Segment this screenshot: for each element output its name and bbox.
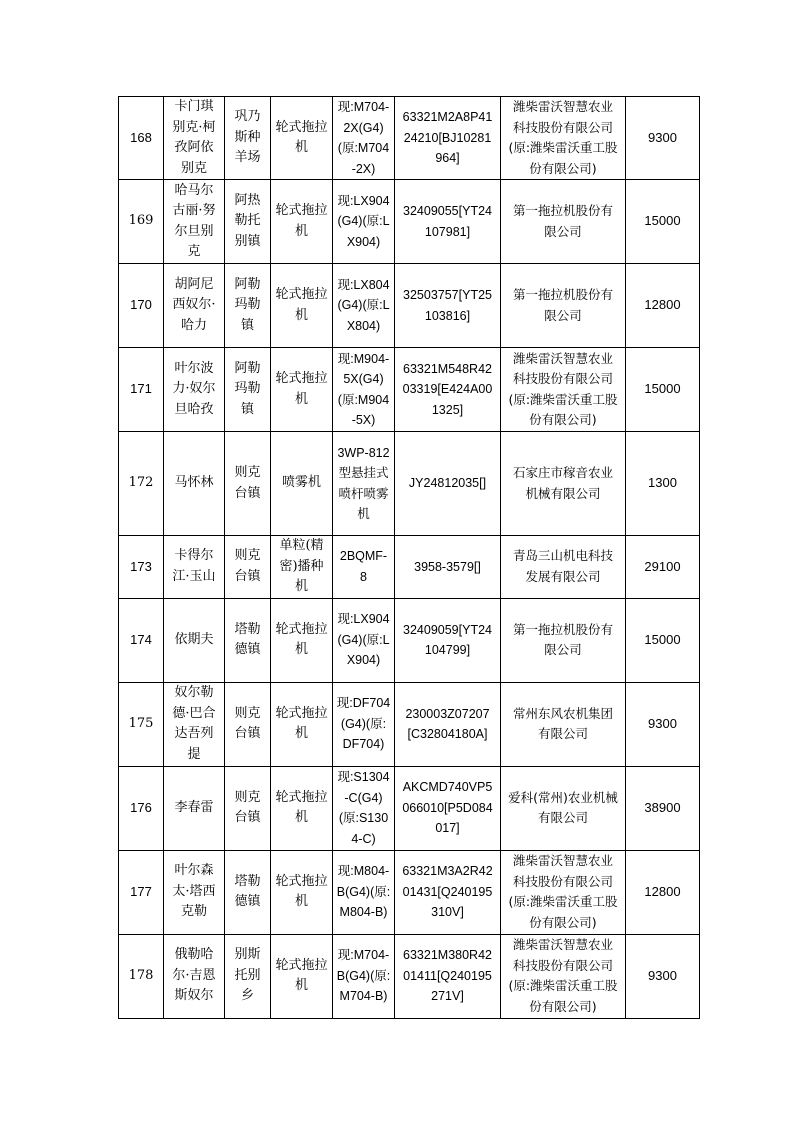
machine-type: 轮式拖拉机 <box>275 203 328 239</box>
township-cell <box>225 850 271 934</box>
machine-model: 2BQMF-8 <box>339 549 388 584</box>
owner-name: 卡门琪别克·柯孜阿依别克 <box>172 99 216 176</box>
manufacturer: 第一拖拉机股份有限公司 <box>512 287 613 323</box>
table-row <box>119 536 700 599</box>
row-number-cell <box>119 348 164 432</box>
manufacturer: 爱科(常州)农业机械有限公司 <box>508 789 618 825</box>
township-cell <box>225 536 271 599</box>
row-number-cell <box>119 97 164 180</box>
machine-model-cell <box>333 432 395 536</box>
manufacturer: 青岛三山机电科技发展有限公司 <box>512 548 613 584</box>
owner-name-cell <box>164 850 225 934</box>
machine-model-cell <box>333 850 395 934</box>
township-cell <box>225 348 271 432</box>
township-cell <box>225 432 271 536</box>
township: 阿勒玛勒镇 <box>234 276 261 333</box>
table-row <box>119 264 700 348</box>
subsidy-amount-cell <box>626 97 700 180</box>
manufacturer: 潍柴雷沃智慧农业科技股份有限公司(原:潍柴雷沃重工股份有限公司) <box>508 853 618 930</box>
township: 则克台镇 <box>234 465 261 501</box>
owner-name: 叶尔波力·奴尔旦哈孜 <box>172 360 216 417</box>
manufacturer-cell <box>501 348 626 432</box>
subsidy-amount-cell <box>626 598 700 682</box>
subsidy-amount-cell <box>626 432 700 536</box>
subsidy-amount: 9300 <box>648 715 677 731</box>
row-number: 169 <box>128 213 154 229</box>
owner-name: 卡得尔江·玉山 <box>172 548 216 584</box>
row-number-cell <box>119 432 164 536</box>
machine-type: 轮式拖拉机 <box>275 957 328 993</box>
manufacturer: 潍柴雷沃智慧农业科技股份有限公司(原:潍柴雷沃重工股份有限公司) <box>508 99 618 176</box>
factory-number-cell <box>395 264 501 348</box>
manufacturer-cell <box>501 536 626 599</box>
subsidy-amount-cell <box>626 348 700 432</box>
table-row <box>119 432 700 536</box>
manufacturer-cell <box>501 850 626 934</box>
machine-model-cell <box>333 348 395 432</box>
owner-name-cell <box>164 264 225 348</box>
township-cell <box>225 264 271 348</box>
row-number-cell <box>119 598 164 682</box>
table-row <box>119 180 700 264</box>
machine-type: 轮式拖拉机 <box>275 621 328 657</box>
row-number: 177 <box>130 883 152 899</box>
manufacturer: 潍柴雷沃智慧农业科技股份有限公司(原:潍柴雷沃重工股份有限公司) <box>508 937 618 1014</box>
township: 塔勒德镇 <box>234 873 261 909</box>
subsidy-amount: 1300 <box>648 475 677 491</box>
subsidy-amount-cell <box>626 934 700 1018</box>
subsidy-amount: 15000 <box>644 631 681 647</box>
machine-type: 轮式拖拉机 <box>275 371 328 407</box>
machine-model: 现:M804-B(G4)(原:M804-B) <box>336 864 391 920</box>
row-number: 178 <box>128 967 154 983</box>
row-number-cell <box>119 264 164 348</box>
row-number: 175 <box>128 715 154 731</box>
machine-model-cell <box>333 934 395 1018</box>
manufacturer-cell <box>501 682 626 766</box>
owner-name: 李春雷 <box>174 799 214 815</box>
machine-model: 现:M704-2X(G4)(原:M704-2X) <box>337 100 390 176</box>
factory-number-cell <box>395 766 501 850</box>
subsidy-amount-cell <box>626 180 700 264</box>
factory-number: AKCMD740VP5066010[P5D084017] <box>402 780 493 836</box>
machine-type-cell <box>271 934 333 1018</box>
table-body <box>119 97 700 1019</box>
factory-number-cell <box>395 682 501 766</box>
machine-model-cell <box>333 180 395 264</box>
township-cell <box>225 180 271 264</box>
owner-name: 俄勒哈尔·吉恩斯奴尔 <box>172 947 216 1004</box>
machine-type-cell <box>271 264 333 348</box>
township: 别斯托别乡 <box>234 947 261 1004</box>
factory-number: 32503757[YT25103816] <box>403 288 492 323</box>
table-row <box>119 766 700 850</box>
factory-number-cell <box>395 850 501 934</box>
subsidy-amount-cell <box>626 850 700 934</box>
subsidy-amount-cell <box>626 766 700 850</box>
owner-name: 叶尔森太·塔西克勒 <box>172 863 216 920</box>
manufacturer-cell <box>501 598 626 682</box>
row-number-cell <box>119 766 164 850</box>
subsidy-amount: 12800 <box>644 883 681 899</box>
machine-model-cell <box>333 536 395 599</box>
factory-number-cell <box>395 934 501 1018</box>
manufacturer-cell <box>501 180 626 264</box>
machine-type-cell <box>271 97 333 180</box>
township: 则克台镇 <box>234 705 261 741</box>
row-number: 170 <box>130 297 152 313</box>
township: 阿热勒托别镇 <box>234 192 261 249</box>
row-number-cell <box>119 850 164 934</box>
machine-type: 喷雾机 <box>281 475 321 491</box>
machine-model-cell <box>333 264 395 348</box>
table-row <box>119 934 700 1018</box>
township: 塔勒德镇 <box>234 621 261 657</box>
machine-type-cell <box>271 682 333 766</box>
machine-type: 轮式拖拉机 <box>275 789 328 825</box>
table-row <box>119 348 700 432</box>
machine-type-cell <box>271 432 333 536</box>
owner-name-cell <box>164 766 225 850</box>
subsidy-table <box>118 96 700 1019</box>
owner-name-cell <box>164 934 225 1018</box>
factory-number: 32409055[YT24107981] <box>403 204 492 239</box>
manufacturer-cell <box>501 432 626 536</box>
factory-number-cell <box>395 536 501 599</box>
row-number: 171 <box>130 381 152 397</box>
owner-name: 胡阿尼西奴尔·哈力 <box>172 276 216 333</box>
table-row <box>119 850 700 934</box>
machine-model-cell <box>333 682 395 766</box>
machine-model: 现:LX904(G4)(原:LX904) <box>337 612 390 668</box>
factory-number-cell <box>395 97 501 180</box>
subsidy-amount-cell <box>626 682 700 766</box>
factory-number-cell <box>395 598 501 682</box>
subsidy-amount: 9300 <box>648 129 677 145</box>
factory-number: 3958-3579[] <box>414 559 481 574</box>
factory-number: 32409059[YT24104799] <box>403 622 492 657</box>
owner-name-cell <box>164 536 225 599</box>
row-number: 176 <box>130 799 152 815</box>
manufacturer: 第一拖拉机股份有限公司 <box>512 203 613 239</box>
subsidy-amount-cell <box>626 536 700 599</box>
machine-model: 现:M704-B(G4)(原:M704-B) <box>336 948 391 1004</box>
row-number-cell <box>119 934 164 1018</box>
subsidy-amount: 29100 <box>644 558 681 574</box>
owner-name: 哈马尔古丽·努尔旦别克 <box>172 182 216 259</box>
subsidy-amount: 9300 <box>648 967 677 983</box>
machine-type: 轮式拖拉机 <box>275 119 328 155</box>
row-number-cell <box>119 682 164 766</box>
machine-type: 轮式拖拉机 <box>275 873 328 909</box>
table-row <box>119 97 700 180</box>
owner-name-cell <box>164 348 225 432</box>
manufacturer: 潍柴雷沃智慧农业科技股份有限公司(原:潍柴雷沃重工股份有限公司) <box>508 350 618 427</box>
machine-model-cell <box>333 766 395 850</box>
machine-model: 现:M904-5X(G4)(原:M904-5X) <box>337 351 390 427</box>
machine-type-cell <box>271 348 333 432</box>
factory-number: 63321M3A2R4201431[Q240195310V] <box>402 864 493 920</box>
machine-type-cell <box>271 598 333 682</box>
row-number: 168 <box>130 129 152 145</box>
factory-number: 63321M548R4203319[E424A001325] <box>402 361 493 417</box>
row-number: 173 <box>130 558 152 574</box>
row-number-cell <box>119 536 164 599</box>
factory-number: 63321M380R4201411[Q240195271V] <box>403 948 492 1004</box>
manufacturer: 石家庄市稼音农业机械有限公司 <box>512 465 613 501</box>
machine-type-cell <box>271 850 333 934</box>
owner-name-cell <box>164 180 225 264</box>
township: 则克台镇 <box>234 789 261 825</box>
owner-name: 依期夫 <box>174 631 214 647</box>
row-number: 172 <box>128 475 154 491</box>
township-cell <box>225 598 271 682</box>
factory-number-cell <box>395 348 501 432</box>
owner-name-cell <box>164 432 225 536</box>
machine-model: 现:S1304-C(G4)(原:S1304-C) <box>337 770 390 846</box>
subsidy-amount-cell <box>626 264 700 348</box>
subsidy-amount: 15000 <box>644 381 681 397</box>
factory-number: JY24812035[] <box>408 476 487 491</box>
machine-model-cell <box>333 97 395 180</box>
owner-name-cell <box>164 598 225 682</box>
machine-type: 单粒(精密)播种机 <box>279 538 324 594</box>
machine-model: 现:LX804(G4)(原:LX804) <box>337 277 390 333</box>
machine-type-cell <box>271 180 333 264</box>
machine-type: 轮式拖拉机 <box>275 287 328 323</box>
row-number-cell <box>119 180 164 264</box>
table-row <box>119 598 700 682</box>
machine-type: 轮式拖拉机 <box>275 705 328 741</box>
row-number: 174 <box>130 631 152 647</box>
machine-model: 现:DF704(G4)(原:DF704) <box>336 696 391 752</box>
table-row <box>119 682 700 766</box>
machine-model-cell <box>333 598 395 682</box>
factory-number-cell <box>395 432 501 536</box>
machine-model: 3WP-812型悬挂式喷杆喷雾机 <box>337 445 390 521</box>
factory-number: 63321M2A8P4124210[BJ10281964] <box>402 110 493 166</box>
owner-name: 马怀林 <box>174 475 214 491</box>
manufacturer-cell <box>501 766 626 850</box>
township-cell <box>225 766 271 850</box>
subsidy-amount: 38900 <box>644 799 681 815</box>
subsidy-amount: 15000 <box>644 213 681 229</box>
owner-name-cell <box>164 97 225 180</box>
township-cell <box>225 934 271 1018</box>
machine-model: 现:LX904(G4)(原:LX904) <box>337 193 390 249</box>
township: 巩乃斯种羊场 <box>234 109 261 166</box>
machine-type-cell <box>271 766 333 850</box>
township: 则克台镇 <box>234 548 261 584</box>
manufacturer-cell <box>501 97 626 180</box>
manufacturer-cell <box>501 934 626 1018</box>
factory-number-cell <box>395 180 501 264</box>
machine-type-cell <box>271 536 333 599</box>
owner-name: 奴尔勒德·巴合达吾列提 <box>172 685 216 762</box>
manufacturer-cell <box>501 264 626 348</box>
subsidy-amount: 12800 <box>644 297 681 313</box>
township-cell <box>225 97 271 180</box>
factory-number: 230003Z07207[C32804180A] <box>405 706 490 741</box>
township: 阿勒玛勒镇 <box>234 360 261 417</box>
manufacturer: 第一拖拉机股份有限公司 <box>512 621 613 657</box>
owner-name-cell <box>164 682 225 766</box>
manufacturer: 常州东风农机集团有限公司 <box>512 705 613 741</box>
township-cell <box>225 682 271 766</box>
